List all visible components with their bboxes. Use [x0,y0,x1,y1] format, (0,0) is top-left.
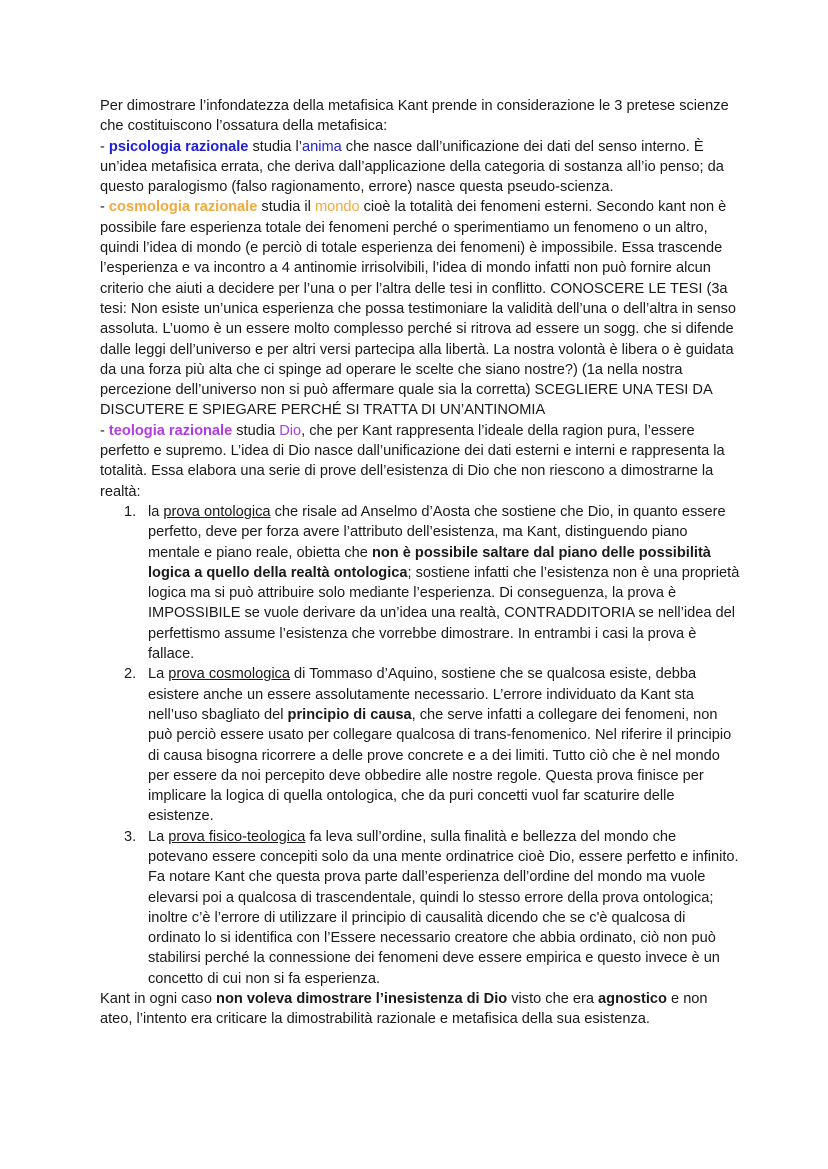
proof-item [124,502,740,664]
psicologia-text-1: studia l’ [248,138,302,155]
cosmologia-text-1: studia il [257,199,315,216]
proof-item [124,664,740,826]
teologia-dash: - [100,422,109,439]
proof-pre: la [148,503,164,520]
cosmologia-paragraph [100,197,740,420]
proof-bold: non è possibile saltare dal piano delle possibilità logica a quello della realtà ontologica [148,544,711,581]
proof-bold: principio di causa [287,706,412,723]
proof-pre: La [148,828,169,845]
teologia-term: teologia razionale [108,422,233,439]
proof-text-a: che risale ad Anselmo d’Aosta che sostiene che Dio, in quanto essere perfetto, deve per forza avere l’attributo dell’esistenza, ma Kant, distinguendo piano mentale e piano reale, obietta che [148,503,726,561]
cosmologia-dash: - [100,199,109,216]
proof-text-b: ; sostiene infatti che l’esistenza non è una proprietà logica ma si può attribuire solo mediante l’esperienza. Di conseguenza, la prova è IMPOSSIBILE se vuole derivare da un’idea una realtà, CONTRADDITORIA se nell’idea del perfettismo assume l’esistenza che vorrebbe dimostrare. In entrambi i casi la prova è fallace. [148,564,740,663]
psicologia-paragraph [100,137,740,198]
proof-text-b: , che serve infatti a collegare dei fenomeni, non può perciò essere usato per collegare qualcosa di trans-fenomenico. Nel riferire il principio di causa bisogna ricorrere a delle prove concrete e a dei limiti. Tutto ciò che è nel mondo per essere da noi percepito deve obbedire alle nostre regole. Questa prova finisce per implicare la logica di quella ontologica, che da puri concetti vuol far scaturire delle esistenze. [148,706,732,825]
proof-title: prova ontologica [163,503,271,520]
intro-paragraph [100,96,740,137]
teologia-text-2: , che per Kant rappresenta l’ideale della ragion pura, l’essere perfetto e supremo. L’idea di Dio nasce dall’unificazione dei dati esterni e interni e rappresenta la totalità. Essa elabora una serie di prove dell’esistenza di Dio che non riescono a dimostrarne la realtà: [100,422,725,500]
cosmologia-term: cosmologia razionale [108,199,258,216]
proof-pre: La [148,666,169,683]
cosmologia-text-2: cioè la totalità dei fenomeni esterni. Secondo kant non è possibile fare esperienza totale dei fenomeni perché o sperimentiamo un fenomeno o un altro, quindi l’idea di mondo (e perciò di totale esperienza dei fenomeni) è impossibile. Essa trascende l’esperienza e va incontro a 4 antinomie irrisolvibili, l’idea di mondo infatti non può fornire alcun criterio che aiuti a decidere per l’una o per l’altra delle tesi in conflitto. CONOSCERE LE TESI (3a tesi: Non esiste un’unica esperienza che possa testimoniare la validità dell’una o dell’altra in senso assoluta. L’uomo è un essere molto complesso perché si ritrova ad essere un sogg. che si difende dalle leggi dell’universo e per altri versi partecipa alla libertà. La nostra volontà è libera o è guidata da una forza più alta che ci spinge ad operare le scelte che siano nostre?) (1a nella nostra percezione dell’universo non si può affermare quale sia la corretta) SCEGLIERE UNA TESI DA DISCUTERE E SPIEGARE PERCHÉ SI TRATTA DI UN’ANTINOMIA [100,199,737,419]
proof-number: 2. [124,666,137,683]
proof-text-a: fa leva sull’ordine, sulla finalità e bellezza del mondo che potevano essere concepiti solo da una mente ordinatrice cioè Dio, essere perfetto e infinito. Fa notare Kant che questa prova parte dall’esperienza dell’ordine del mondo ma vuole elevarsi poi a qualcosa di trascendentale, quindi lo stesso errore della prova ontologica; inoltre c’è l’errore di utilizzare il principio di causalità dicendo che se c'è qualcosa di ordinato lo si identifica con l’Essere necessario creatore che abbia ordinato, ciò non può stabilirsi perché la connessione dei fenomeni deve essere empirica e questo invece è un concetto di cui non si fa esperienza. [148,828,739,987]
conclusion-text-1: Kant in ogni caso [100,991,217,1008]
proof-title: prova fisico-teologica [168,828,306,845]
cosmologia-object: mondo [314,199,360,216]
conclusion-paragraph [100,989,740,1030]
conclusion-text-3: e non ateo, l’intento era criticare la dimostrabilità razionale e metafisica della sua esistenza. [100,991,708,1028]
teologia-text-1: studia [232,422,280,439]
teologia-object: Dio [279,422,302,439]
proof-text-a: di Tommaso d’Aquino, sostiene che se qualcosa esiste, debba esistere anche un essere assolutamente necessario. L’errore individuato da Kant sta nell’uso sbagliato del [148,666,697,723]
teologia-paragraph [100,421,740,502]
conclusion-bold-1: non voleva dimostrare l’inesistenza di Dio [216,991,508,1008]
psicologia-object: anima [301,138,342,155]
proof-title: prova cosmologica [168,666,290,683]
psicologia-dash: - [100,138,109,155]
conclusion-text-2: visto che era [507,991,599,1008]
proof-item [124,827,740,989]
document-page [100,96,740,1030]
intro-text: Per dimostrare l’infondatezza della metafisica Kant prende in considerazione le 3 pretese scienze che costituiscono l’ossatura della metafisica: [100,98,729,135]
proof-number: 3. [124,828,137,845]
psicologia-text-2: che nasce dall’unificazione dei dati del senso interno. È un’idea metafisica errata, che deriva dall’applicazione della categoria di sostanza all’io penso; da questo paralogismo (falso ragionamento, errore) nasce questa pseudo-scienza. [100,138,724,196]
psicologia-term: psicologia razionale [108,138,249,155]
proofs-list [100,502,740,989]
conclusion-bold-2: agnostico [598,991,667,1008]
proof-number: 1. [124,503,137,520]
